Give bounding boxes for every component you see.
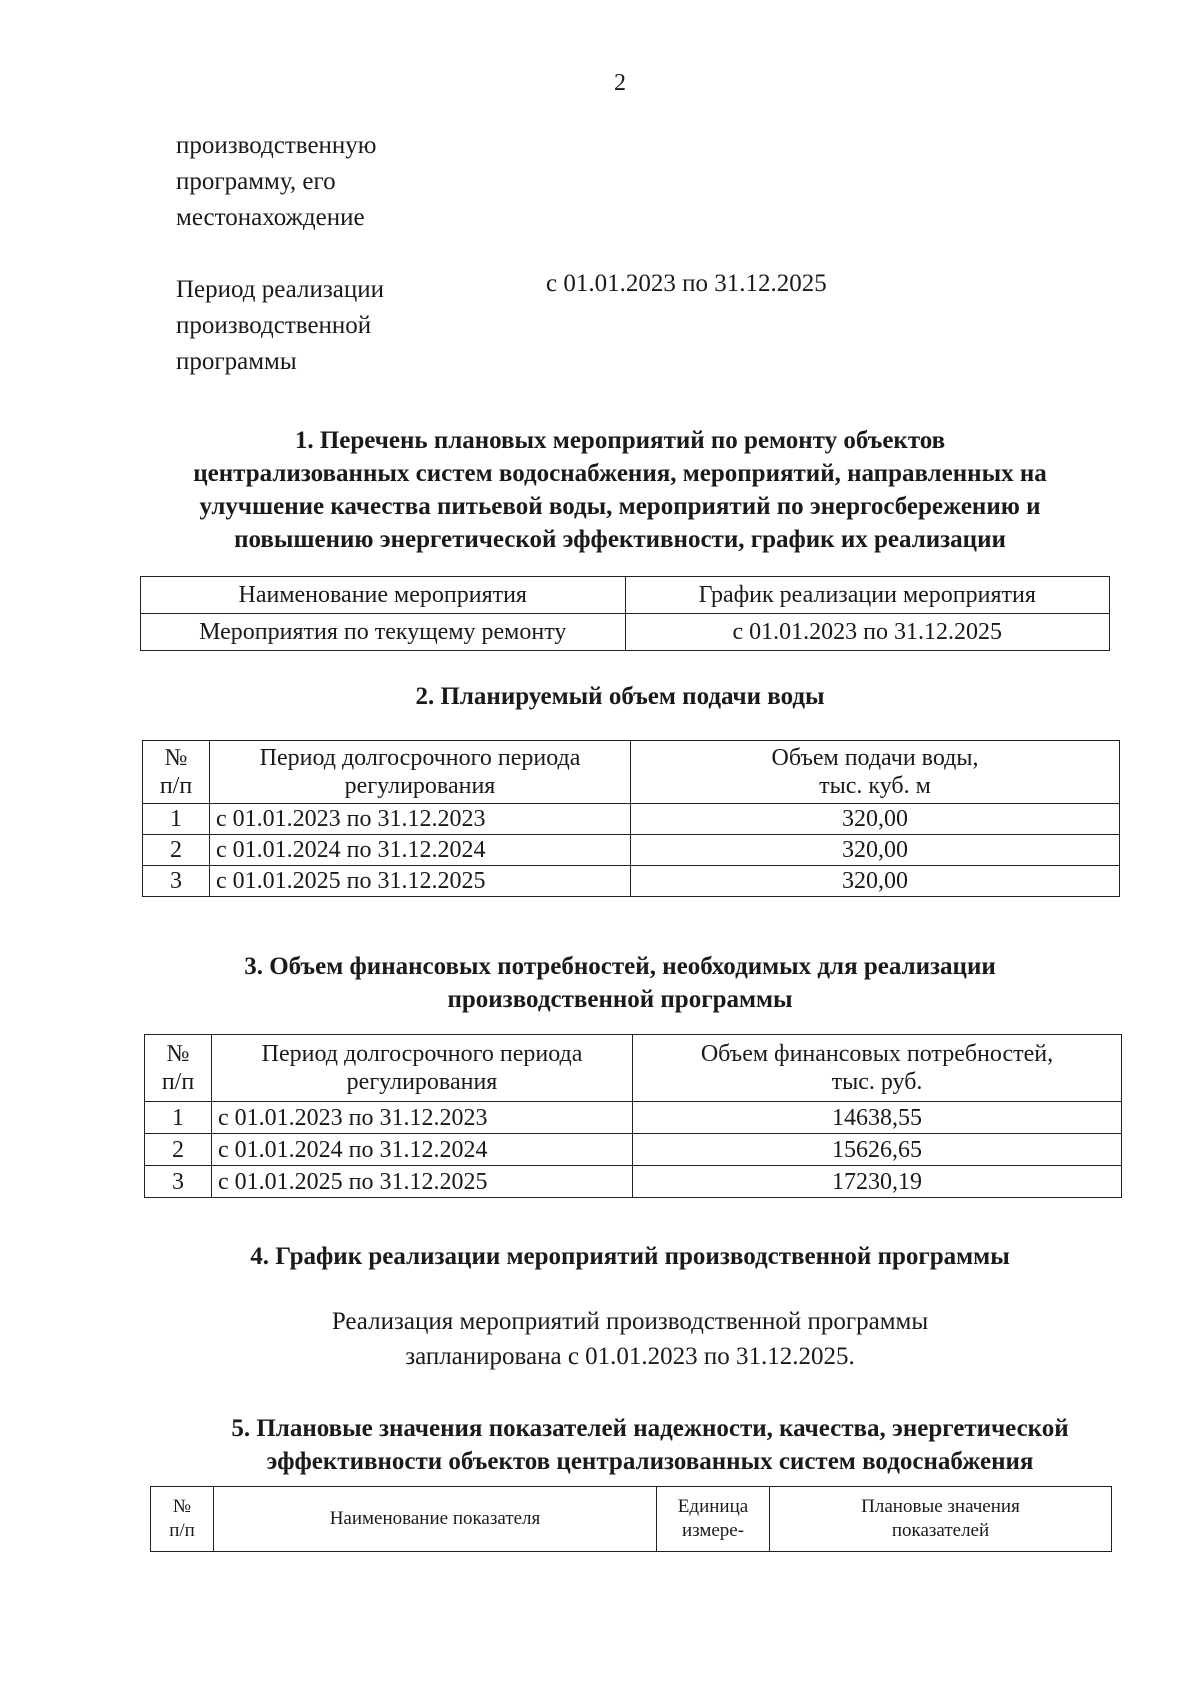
header-continuation <box>176 128 376 236</box>
table-cell: Мероприятия по текущему ремонту <box>141 614 626 651</box>
section4-text-line: запланирована с 01.01.2023 по 31.12.2025. <box>405 1343 855 1370</box>
table-header-cell-period <box>210 741 631 804</box>
header-text: № <box>164 745 188 771</box>
table-cell: 2 <box>145 1134 212 1166</box>
section1-title-line: централизованных систем водоснабжения, мероприятий, направленных на <box>193 460 1047 487</box>
table-header-row <box>145 1035 1122 1102</box>
table-row <box>143 804 1120 835</box>
table-cell: 3 <box>145 1166 212 1198</box>
section3-table <box>144 1034 1122 1198</box>
period-label-line: производственной <box>176 312 372 339</box>
table-header-cell-name: Наименование показателя <box>214 1487 657 1552</box>
period-label-line: программы <box>176 348 297 375</box>
section5-title-line: эффективности объектов централизованных систем водоснабжения <box>266 1448 1034 1475</box>
section2-table <box>142 740 1120 897</box>
header-text: измере- <box>681 1520 745 1541</box>
table-cell: 2 <box>143 835 210 866</box>
section3-title-line: 3. Объем финансовых потребностей, необходимых для реализации <box>244 953 996 980</box>
header-text: Объем подачи воды, <box>771 745 979 771</box>
period-label <box>176 272 384 380</box>
period-label-line: Период реализации <box>176 276 384 303</box>
table-cell: с 01.01.2025 по 31.12.2025 <box>210 866 631 897</box>
table-header-cell: Наименование мероприятия <box>141 577 626 614</box>
header-line: программу, его <box>176 168 336 195</box>
table-cell: 320,00 <box>631 866 1120 897</box>
table-cell: с 01.01.2023 по 31.12.2025 <box>625 614 1110 651</box>
table-cell: 17230,19 <box>633 1166 1122 1198</box>
header-text: Объем финансовых потребностей, <box>700 1041 1054 1067</box>
section5-title-line: 5. Плановые значения показателей надежности, качества, энергетической <box>231 1415 1069 1442</box>
table-cell: 1 <box>143 804 210 835</box>
table-cell: 14638,55 <box>633 1102 1122 1134</box>
table-row <box>141 614 1110 651</box>
header-text: тыс. руб. <box>831 1069 923 1095</box>
table-row <box>145 1102 1122 1134</box>
section1-title <box>120 424 1120 556</box>
section1-title-line: 1. Перечень плановых мероприятий по ремонту объектов <box>294 427 946 454</box>
section3-title-line: производственной программы <box>447 986 793 1013</box>
table-cell: 320,00 <box>631 804 1120 835</box>
period-value: с 01.01.2023 по 31.12.2025 <box>546 270 827 297</box>
table-cell: с 01.01.2025 по 31.12.2025 <box>212 1166 633 1198</box>
table-header-cell-period <box>212 1035 633 1102</box>
section2-title: 2. Планируемый объем подачи воды <box>415 683 825 710</box>
table-header-cell-num <box>145 1035 212 1102</box>
section1-title-line: повышению энергетической эффективности, график их реализации <box>234 526 1006 553</box>
header-text: показателей <box>891 1520 990 1541</box>
page-number: 2 <box>614 70 626 96</box>
section5-title <box>120 1412 1180 1478</box>
header-text: Плановые значения <box>861 1496 1020 1517</box>
table-header-cell-value <box>631 741 1120 804</box>
header-line: местонахождение <box>176 204 365 231</box>
header-line: производственную <box>176 132 377 159</box>
table-row <box>143 866 1120 897</box>
header-text: Период долгосрочного периода <box>261 1041 583 1067</box>
table-header-cell-num <box>151 1487 214 1552</box>
table-cell: 3 <box>143 866 210 897</box>
header-text: Период долгосрочного периода <box>259 745 581 771</box>
table-header-cell: График реализации мероприятия <box>625 577 1110 614</box>
table-header-cell-num <box>143 741 210 804</box>
table-header-row <box>151 1487 1112 1552</box>
section4-text <box>120 1304 1140 1374</box>
table-cell: 15626,65 <box>633 1134 1122 1166</box>
header-text: п/п <box>169 1520 195 1541</box>
header-text: регулирования <box>346 1069 498 1095</box>
table-row <box>145 1166 1122 1198</box>
section4-title: 4. График реализации мероприятий производственной программы <box>250 1243 1010 1270</box>
section1-title-line: улучшение качества питьевой воды, мероприятий по энергосбережению и <box>199 493 1041 520</box>
header-text: № <box>172 1496 192 1517</box>
header-text: № <box>166 1041 190 1067</box>
section4-text-line: Реализация мероприятий производственной программы <box>331 1308 929 1335</box>
table-header-cell-values <box>770 1487 1112 1552</box>
table-cell: с 01.01.2023 по 31.12.2023 <box>210 804 631 835</box>
table-header-cell-unit <box>657 1487 770 1552</box>
header-text: тыс. куб. м <box>819 773 931 799</box>
table-header-cell-value <box>633 1035 1122 1102</box>
table-cell: с 01.01.2024 по 31.12.2024 <box>210 835 631 866</box>
table-row <box>143 835 1120 866</box>
table-cell: с 01.01.2024 по 31.12.2024 <box>212 1134 633 1166</box>
section1-table <box>140 576 1110 651</box>
section3-title <box>120 950 1120 1016</box>
table-row <box>145 1134 1122 1166</box>
table-header-row <box>141 577 1110 614</box>
header-text: Единица <box>677 1496 749 1517</box>
section5-table <box>150 1486 1112 1552</box>
table-cell: 320,00 <box>631 835 1120 866</box>
header-text: регулирования <box>344 773 496 799</box>
table-header-row <box>143 741 1120 804</box>
header-text: п/п <box>159 773 193 799</box>
table-cell: с 01.01.2023 по 31.12.2023 <box>212 1102 633 1134</box>
table-cell: 1 <box>145 1102 212 1134</box>
header-text: п/п <box>161 1069 195 1095</box>
